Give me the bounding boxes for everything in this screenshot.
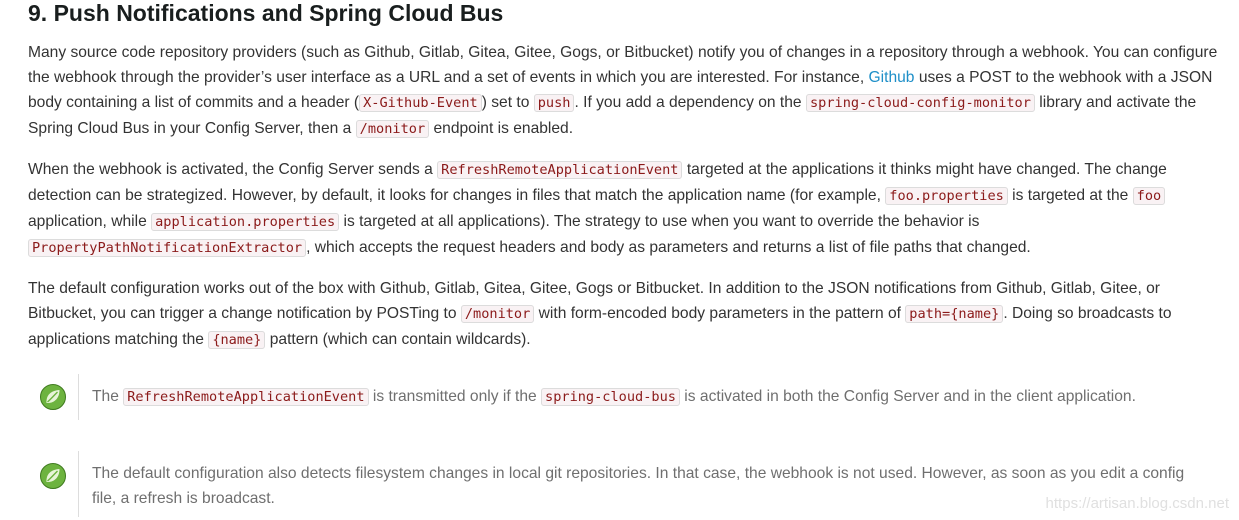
text-run: Many source code repository providers (such as Github, Gitlab, Gitea, Gitee, Gogs, or Bitbucket) notify you of changes in a repository through a webhook. You can configure the webhook through the provider’s user interface as a URL and a set of events in which you are interested. For instance, xyxy=(28,44,1218,86)
inline-code: spring-cloud-bus xyxy=(541,388,680,406)
inline-code: RefreshRemoteApplicationEvent xyxy=(437,161,682,179)
inline-code: push xyxy=(534,94,575,112)
admonition-text: The default configuration also detects filesystem changes in local git repositories. In that case, the webhook is not used. However, as soon as you edit a config file, a refresh is broadcast. xyxy=(92,465,1185,507)
github-link[interactable]: Github xyxy=(868,69,915,86)
tip-admonition xyxy=(28,374,1228,420)
text-run: targeted at the applications it thinks might have changed. The change detection can be strategized. However, by default, it looks for changes in files that match the application name (for example, xyxy=(28,161,1167,204)
text-run: ) set to xyxy=(481,94,534,111)
text-run: . If you add a dependency on the xyxy=(574,94,806,111)
inline-code: /monitor xyxy=(461,305,534,323)
spring-leaf-icon xyxy=(40,384,66,410)
text-run: , which accepts the request headers and body as parameters and returns a list of file paths that changed. xyxy=(306,239,1031,256)
text-run: is activated in both the Config Server and in the client application. xyxy=(679,388,1136,405)
paragraph-default-config xyxy=(28,276,1228,353)
paragraph-refresh-event xyxy=(28,157,1228,261)
inline-code: application.properties xyxy=(151,213,339,231)
admonition-text xyxy=(92,384,1212,410)
text-run: The default configuration works out of the box with Github, Gitlab, Gitea, Gitee, Gogs or Bitbucket. In addition to the JSON notifications from Github, Gitlab, Gitee, or Bitbucket, you can trigger a change notification by POSTing to xyxy=(28,280,1160,322)
inline-code: foo.properties xyxy=(885,187,1008,205)
watermark-text: https://artisan.blog.csdn.net xyxy=(1045,495,1229,512)
text-run: uses a POST to the webhook with a JSON body containing a list of commits and a header ( xyxy=(28,69,1213,111)
text-run: is transmitted only if the xyxy=(368,388,542,405)
admonition-icon-cell xyxy=(28,374,79,420)
inline-code: path={name} xyxy=(905,305,1003,323)
spring-leaf-icon xyxy=(40,463,66,489)
text-run: with form-encoded body parameters in the pattern of xyxy=(534,305,906,322)
inline-code: foo xyxy=(1133,187,1166,205)
text-run: pattern (which can contain wildcards). xyxy=(265,331,531,348)
inline-code: {name} xyxy=(208,331,265,349)
text-run: endpoint is enabled. xyxy=(429,120,574,137)
text-run: is targeted at all applications). The strategy to use when you want to override the behavior is xyxy=(339,213,980,230)
inline-code: PropertyPathNotificationExtractor xyxy=(28,239,306,257)
text-run: application, while xyxy=(28,213,152,230)
text-run: library and activate the Spring Cloud Bus in your Config Server, then a xyxy=(28,94,1197,137)
document-page xyxy=(28,0,1228,353)
inline-code: RefreshRemoteApplicationEvent xyxy=(123,388,368,406)
text-run: is targeted at the xyxy=(1007,187,1133,204)
inline-code: /monitor xyxy=(356,120,429,138)
text-run: . Doing so broadcasts to applications matching the xyxy=(28,305,1172,348)
inline-code: spring-cloud-config-monitor xyxy=(806,94,1035,112)
text-run: When the webhook is activated, the Config Server sends a xyxy=(28,161,438,178)
inline-code: X-Github-Event xyxy=(359,94,482,112)
admonition-icon-cell xyxy=(28,451,79,517)
paragraph-webhook-intro xyxy=(28,40,1228,142)
section-title: 9. Push Notifications and Spring Cloud Bus xyxy=(28,0,504,26)
text-run: The xyxy=(92,388,124,405)
